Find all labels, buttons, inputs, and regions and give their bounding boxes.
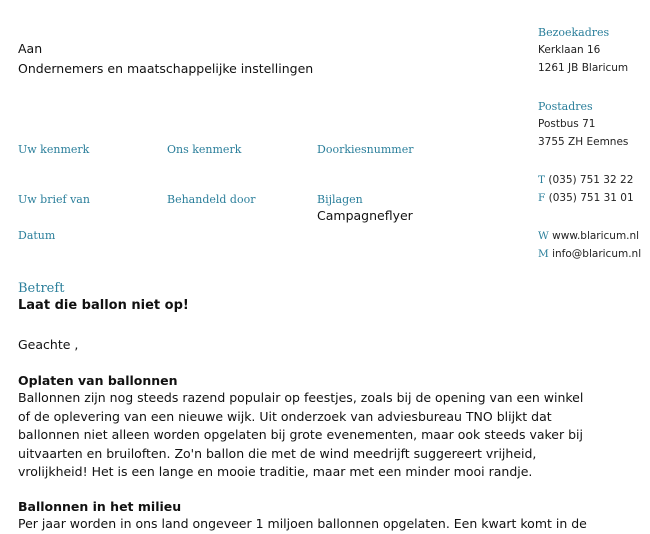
- postadres-heading: Postadres: [538, 100, 593, 113]
- email-link[interactable]: info@blaricum.nl: [552, 248, 642, 260]
- uw-kenmerk-label: Uw kenmerk: [18, 143, 90, 156]
- postadres-line-2: 3755 ZH Eemnes: [538, 136, 629, 148]
- fax-line: [538, 192, 634, 204]
- datum-label: Datum: [18, 229, 56, 242]
- doorkiesnummer-label: Doorkiesnummer: [317, 143, 414, 156]
- recipient-line-1: Aan: [18, 41, 43, 56]
- behandeld-door-label: Behandeld door: [167, 193, 256, 206]
- paragraph-line: of de oplevering van een nieuwe wijk. Uit onderzoek van adviesbureau TNO blijkt dat: [18, 409, 552, 424]
- website-prefix: W: [538, 230, 549, 242]
- subject-title: Laat die ballon niet op!: [18, 298, 189, 313]
- email-line: [538, 248, 641, 260]
- paragraph-line: vrolijkheid! Het is een lange en mooie traditie, maar met een minder mooi randje.: [18, 464, 533, 479]
- paragraph-line: Per jaar worden in ons land ongeveer 1 miljoen ballonnen opgelaten. Een kwart komt in de: [18, 516, 587, 531]
- telephone-line: [538, 174, 633, 186]
- website-line: [538, 230, 639, 242]
- website-link[interactable]: www.blaricum.nl: [552, 230, 640, 242]
- salutation: Geachte ,: [18, 337, 79, 352]
- bezoekadres-line-1: Kerklaan 16: [538, 44, 601, 56]
- postadres-line-1: Postbus 71: [538, 118, 596, 130]
- fax-number: (035) 751 31 01: [548, 192, 634, 204]
- ons-kenmerk-label: Ons kenmerk: [167, 143, 242, 156]
- paragraph-line: ballonnen niet alleen worden opgelaten bij grote evenementen, maar ook steeds vaker bij: [18, 427, 583, 442]
- bijlagen-label: Bijlagen: [317, 193, 363, 206]
- telephone-prefix: T: [538, 174, 546, 186]
- email-prefix: M: [538, 248, 549, 260]
- subject-label: Betreft: [18, 281, 65, 296]
- fax-prefix: F: [538, 192, 546, 204]
- paragraph-line: uitvaarten en bruiloften. Zo'n ballon die met de wind meedrijft suggereert vrijheid,: [18, 446, 537, 461]
- bezoekadres-heading: Bezoekadres: [538, 26, 610, 39]
- section-heading: Oplaten van ballonnen: [18, 373, 178, 388]
- section-heading: Ballonnen in het milieu: [18, 499, 182, 514]
- uw-brief-van-label: Uw brief van: [18, 193, 90, 206]
- recipient-line-2: Ondernemers en maatschappelijke instellingen: [18, 61, 314, 76]
- telephone-number: (035) 751 32 22: [548, 174, 634, 186]
- paragraph-line: Ballonnen zijn nog steeds razend populair op feestjes, zoals bij de opening van een winkel: [18, 390, 584, 405]
- bezoekadres-line-2: 1261 JB Blaricum: [538, 62, 629, 74]
- bijlagen-value: Campagneflyer: [317, 208, 413, 223]
